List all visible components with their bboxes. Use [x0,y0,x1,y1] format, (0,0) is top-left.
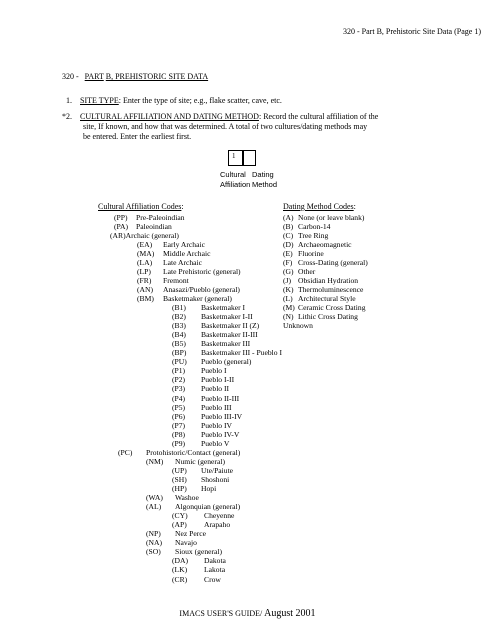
cultural-code-row [114,213,185,222]
section-title [62,72,208,82]
dating-code-row [283,276,358,285]
cultural-code-name: Basketmaker I [201,303,246,312]
dating-code: (B) [283,221,294,231]
cultural-code-row [172,484,216,493]
cultural-code: (P1) [172,366,186,376]
cultural-code-name: Pueblo II [201,384,230,394]
cultural-code-name: Pueblo I-II [201,375,235,385]
cultural-code: (P5) [172,402,186,412]
dating-method-label [252,170,277,190]
cultural-code: (WA) [146,493,163,503]
cultural-code-name: Middle Archaic [163,248,211,258]
cultural-code-row [172,475,229,484]
dating-code-row [283,222,330,231]
cultural-code-row [137,240,205,249]
cultural-code-name: Crow [204,574,221,584]
cultural-code-name: Numic (general) [175,456,225,466]
cultural-code: (CY) [172,511,188,521]
dating-code: (G) [283,266,294,276]
dating-code: (K) [283,284,294,294]
item1-text: : Enter the type of site; e.g., flake scatter, cave, etc. [118,96,282,105]
cultural-code-name: Hopi [201,484,217,493]
cultural-code-name: Late Archaic [163,257,202,267]
dating-code-row [283,312,358,321]
item1-label: SITE TYPE [80,96,119,105]
dating-code-name: None (or leave blank) [298,212,365,222]
dating-codes-heading [283,202,356,212]
dating-code-name: Cross-Dating (general) [298,257,368,267]
cultural-code: (BP) [172,348,187,358]
cultural-code-row [172,575,221,584]
cultural-code-name: Paleoindian [136,221,172,231]
dating-code-row [283,303,366,312]
item2-label: CULTURAL AFFILIATION AND DATING METHOD [80,112,259,121]
cultural-code: (PA) [114,221,129,231]
dating-code-row [283,231,328,240]
dating-code-row [283,249,324,258]
cultural-code: (P3) [172,384,186,394]
cultural-code-row [172,321,259,330]
cultural-code-row [172,366,227,375]
cultural-code: (MA) [137,248,155,258]
dating-code: (L) [283,293,293,303]
cultural-code: (DA) [172,556,189,566]
item2-number: *2. [62,112,72,121]
cultural-code-row [172,357,251,366]
dating-code-name: Other [298,266,316,276]
cultural-code-row [137,267,241,276]
dating-code: (M) [283,303,295,312]
dating-code-row [283,321,313,330]
cultural-code-name: Anasazi/Pueblo (general) [163,284,240,294]
cultural-code-name: Basketmaker II (Z) [201,321,260,331]
cultural-code-row [146,547,222,556]
cultural-codes-heading-colon: : [181,202,184,211]
dating-codes-heading-colon: : [353,202,356,211]
cultural-code-row [172,565,225,574]
cultural-code-row [172,339,250,348]
cultural-code-row [137,294,232,303]
cultural-codes-heading [98,202,184,212]
cultural-code: (CR) [172,574,188,584]
cultural-code: (P4) [172,393,186,403]
cultural-code-name: Lakota [204,565,226,575]
cultural-code: (SH) [172,474,187,484]
dating-code-name: Architectural Style [298,293,356,303]
cultural-code: (B2) [172,312,186,322]
cultural-code-row [172,403,232,412]
section-dash: - [76,72,79,81]
cultural-code: (BM) [137,293,154,303]
cultural-code: (B1) [172,303,186,312]
dating-code-name: Archaeomagnetic [298,239,352,249]
cultural-code-name: Shoshoni [201,474,230,484]
cultural-code-row [172,421,232,430]
cultural-code: (AR) [110,230,126,240]
cultural-code-row [137,258,202,267]
dating-code-row [283,285,363,294]
dating-method-field[interactable] [243,150,256,166]
dating-code-name: Carbon-14 [298,221,331,231]
cultural-code: (P7) [172,420,186,430]
section-part: PART [84,72,104,81]
cultural-code-row [114,222,172,231]
cultural-code-row [146,502,240,511]
dating-code-name: Thermoluminescence [298,284,364,294]
cultural-code-row [172,394,239,403]
cultural-code-row [146,538,197,547]
cultural-code: (NP) [146,529,161,539]
cultural-code-name: Cheyenne [204,511,235,521]
dating-code-name: Tree Ring [298,230,329,240]
cultural-code-name: Pueblo III [201,402,232,412]
cultural-code: (P2) [172,375,186,385]
cultural-code-row [172,375,234,384]
dating-code-name: Obsidian Hydration [298,275,359,285]
cultural-code-name: Archaic (general) [125,230,179,240]
cultural-code: (HP) [172,484,187,493]
item-cultural-affiliation [62,112,378,122]
cultural-code-name: Sioux (general) [175,547,223,557]
cultural-code: (LP) [137,266,151,276]
cultural-code-name: Pre-Paleoindian [136,212,185,222]
cultural-code: (AN) [137,284,154,294]
page-footer [0,603,495,621]
cultural-code-name: Nez Perce [175,529,206,539]
cultural-code-row [137,249,210,258]
dating-code-name: Unknown [283,321,313,331]
dating-code-name: Fluorine [298,248,324,258]
cultural-code-row [137,285,240,294]
cultural-code: (AP) [172,520,187,530]
cultural-code-name: Navajo [175,538,197,548]
dating-code-row [283,267,315,276]
dating-code: (N) [283,312,294,322]
dating-code-row [283,258,368,267]
cultural-code-row [172,439,229,448]
cultural-code: (NM) [146,456,164,466]
cultural-code-row [172,348,282,357]
cultural-code: (P6) [172,411,186,421]
cultural-code-name: Basketmaker II-III [201,330,258,340]
cultural-code-row [172,466,233,475]
cultural-code: (FR) [137,275,152,285]
cultural-code: (PP) [114,212,128,222]
cultural-code-name: Pueblo V [201,438,230,448]
cultural-code-name: Protohistoric/Contact (general) [146,447,241,457]
cultural-code-row [172,303,245,312]
cultural-code: (P8) [172,429,186,439]
item-site-type [66,96,282,106]
cultural-code-row [172,520,230,529]
cultural-code-row [172,312,253,321]
dating-code: (F) [283,257,293,267]
cultural-code-name: Ute/Paiute [201,465,234,475]
cultural-codes-heading-text: Cultural Affiliation Codes [98,202,182,211]
cultural-code: (UP) [172,465,187,475]
cultural-code-name: Pueblo I [201,366,227,376]
footer-date: August 2001 [262,608,316,619]
dating-code: (D) [283,239,294,249]
dating-code: (E) [283,248,293,258]
cultural-label-line2: Affiliation [220,180,251,189]
cultural-code-row [146,493,199,502]
cultural-code-row [110,231,179,240]
running-header: 320 - Part B, Prehistoric Site Data (Page 1) [343,27,481,36]
cultural-code-row [172,511,234,520]
cultural-code-name: Pueblo IV-V [201,429,240,439]
cultural-code: (AL) [146,502,162,512]
item2-text3: be entered. Enter the earliest first. [83,132,192,141]
dating-code-row [283,294,356,303]
cultural-code-row [146,457,225,466]
cultural-code-name: Washoe [175,493,199,503]
dating-code-row [283,240,352,249]
cultural-code-row [172,330,258,339]
cultural-code-row [146,529,206,538]
cultural-code-row [118,448,240,457]
cultural-code: (B5) [172,339,186,349]
section-name: B, PREHISTORIC SITE DATA [105,72,209,81]
cultural-code-row [137,276,189,285]
dating-code: (A) [283,212,294,222]
cultural-code: (SO) [146,547,161,557]
item2-text2: site, If known, and how that was determined. A total of two cultures/dating methods may [83,122,368,131]
cultural-code-name: Fremont [163,275,189,285]
cultural-code-name: Basketmaker III [201,339,251,349]
cultural-code: (B4) [172,330,186,340]
cultural-code: (NA) [146,538,163,548]
cultural-affiliation-label [220,170,250,190]
cultural-code: (LA) [137,257,153,267]
cultural-code: (PU) [172,357,187,367]
item2-text1: : Record the cultural affiliation of the [258,112,379,121]
cultural-code: (P9) [172,438,186,448]
dating-code-row [283,213,364,222]
dating-label-line2: Method [252,180,278,189]
cultural-label-line1: Cultural [220,170,246,179]
dating-code-name: Lithic Cross Dating [298,312,358,322]
cultural-code-row [172,430,239,439]
cultural-code-name: Dakota [204,556,226,566]
dating-code: (C) [283,230,294,240]
cultural-code-row [172,556,226,565]
cultural-code-name: Basketmaker (general) [163,293,232,303]
cultural-code-name: Arapaho [204,520,231,530]
cultural-code-name: Algonquian (general) [175,502,241,512]
field-tick: 1 [232,152,236,160]
cultural-code-name: Pueblo II-III [201,393,240,403]
cultural-code-row [172,384,229,393]
cultural-code: (EA) [137,239,153,249]
cultural-code-row [172,412,242,421]
cultural-code-name: Basketmaker I-II [201,312,253,322]
section-number: 320 [62,72,74,81]
cultural-code-name: Early Archaic [163,239,205,249]
dating-code: (J) [283,275,292,285]
cultural-code-name: Basketmaker III - Pueblo I [201,348,282,358]
dating-codes-heading-text: Dating Method Codes [283,202,354,211]
cultural-code-name: Pueblo (general) [201,357,252,367]
cultural-code-name: Pueblo III-IV [201,411,243,421]
cultural-code: (LK) [172,565,188,575]
item1-number: 1. [66,96,72,105]
footer-guide: IMACS USER'S GUIDE/ [179,609,263,618]
cultural-code-name: Late Prehistoric (general) [163,266,241,276]
cultural-code-name: Pueblo IV [201,420,233,430]
dating-code-name: Ceramic Cross Dating [298,303,366,312]
cultural-code: (B3) [172,321,186,331]
cultural-code: (PC) [118,447,133,457]
dating-label-line1: Dating [252,170,274,179]
